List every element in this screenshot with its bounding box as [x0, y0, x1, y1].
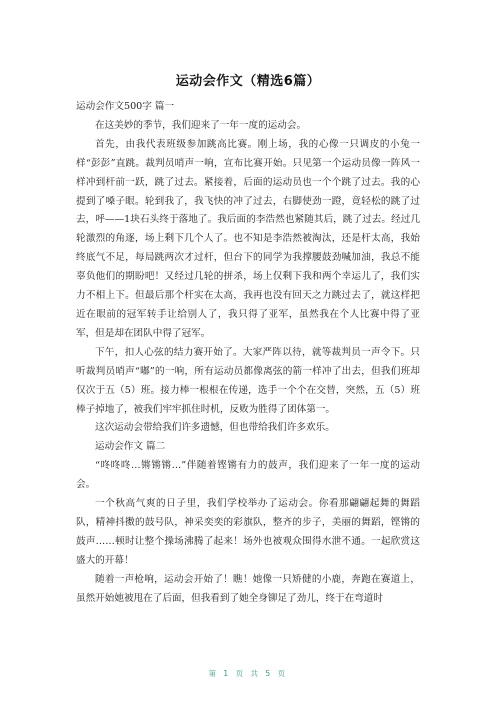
paragraph: 首先，由我代表班级参加跳高比赛。刚上场，我的心像一只调皮的小兔一样“彭彭”直跳。裁判员哨声一响，宣布比赛开始。只见第一个运动员像一阵风一样冲到杆前一跃，跳了过去。紧接着，后面的运动员也一个个跳了过去。我的心提到了嗓子眼。轮到我了，我飞快的冲了过去，右脚使劲一蹬，竟轻松的跳了过去，呼——1块石头终于落地了。我后面的李浩然也紧随其后，跳了过去。经过几轮激烈的角逐，场上剩下几个人了。也不知是李浩然被淘汰，还是杆太高，我始终底气不足，每局跳两次才过杆，但台下的同学为我撑腰鼓劲喊加油，我总不能辜负他们的期盼吧！又经过几轮的拼杀，场上仅剩下我和两个幸运儿了，我们实力不相上下。但最后那个杆实在太高，我再也没有回天之力跳过去了，就这样把近在眼前的冠军转手让给别人了，我只得了亚军，虽然我在个人比赛中得了亚军，但是却在团队中得了冠军。: [76, 138, 420, 339]
page-number: 第 1 页 共 5 页: [208, 669, 288, 678]
paragraph: 这次运动会带给我们许多遗憾，但也带给我们许多欢乐。: [95, 422, 335, 434]
paragraph: 下午，扣人心弦的结力赛开始了。大家严阵以待，就等裁判员一声令下。只听裁判员哨声“嘟”的一响，所有运动员都像离弦的箭一样冲了出去，但我们班却仅次于五（5）班。接力棒一根根在传递，选手一个个在交替，突然，五（5）班棒子掉地了，被我们牢牢抓住时机，反败为胜得了团体第一。: [76, 346, 420, 415]
paragraph: 在这美妙的季节，我们迎来了一年一度的运动会。: [95, 119, 307, 131]
section-heading: 运动会作文500字 篇一: [76, 101, 175, 112]
document-body: [76, 98, 420, 608]
paragraph: 随着一声枪响，运动会开始了！瞧！她像一只矫健的小鹿，奔跑在赛道上，虽然开始她被甩在了后面，但我看到了她全身铆足了劲儿，终于在弯道时: [76, 573, 420, 604]
document-title: 运动会作文（精选6篇）: [175, 74, 321, 89]
section-heading: 运动会作文 篇二: [95, 441, 166, 453]
paragraph: “咚咚咚…锵锵锵…”伴随着铿锵有力的鼓声，我们迎来了一年一度的运动会。: [76, 460, 420, 491]
paragraph: 一个秋高气爽的日子里，我们学校举办了运动会。你看那翩翩起舞的舞蹈队，精神抖擞的鼓号队，神采奕奕的彩旗队，整齐的步子，美丽的舞蹈，铿锵的鼓声……顿时让整个操场沸腾了起来！场外也被观众围得水泄不通。一起欣赏这盛大的开幕！: [76, 498, 420, 566]
